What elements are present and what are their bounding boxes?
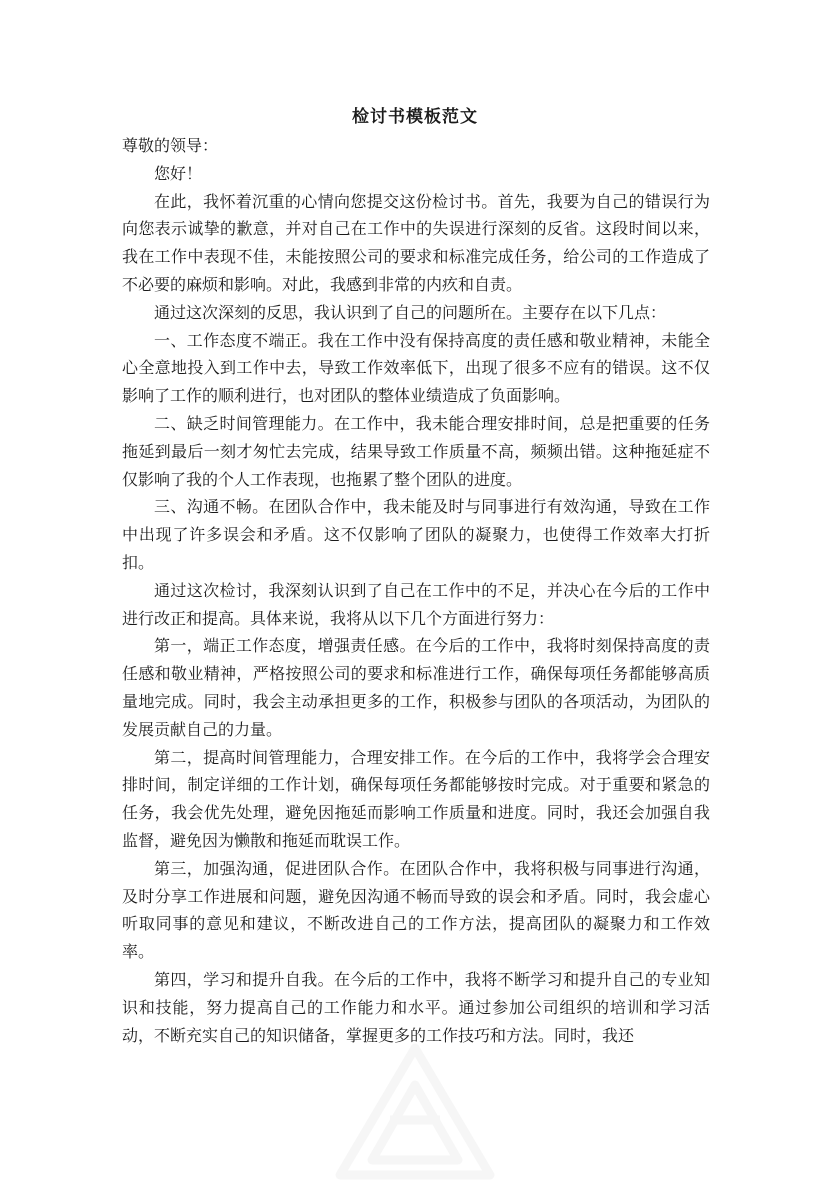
paragraph-plan-2: 第二，提高时间管理能力，合理安排工作。在今后的工作中，我将学会合理安排时间，制定详细的工作计划，确保每项任务都能够按时完成。对于重要和紧急的任务，我会优先处理，避免因拖延而影响工作质量和进度。同时，我还会加强自我监督，避免因为懒散和拖延而耽误工作。	[122, 747, 710, 850]
document-body	[122, 132, 710, 1049]
paragraph-greeting: 您好！	[154, 163, 203, 183]
watermark-logo-icon	[330, 1040, 500, 1190]
paragraph-plan-3: 第三，加强沟通，促进团队合作。在团队合作中，我将积极与同事进行沟通，及时分享工作进展和问题，避免因沟通不畅而导致的误会和矛盾。同时，我会虚心听取同事的意见和建议，不断改进自己的工作方法，提高团队的凝聚力和工作效率。	[122, 858, 710, 962]
document-title: 检讨书模板范文	[352, 107, 478, 127]
paragraph-reflection: 通过这次深刻的反思，我认识到了自己的问题所在。主要存在以下几点：	[154, 302, 667, 322]
salutation: 尊敬的领导：	[122, 136, 219, 155]
paragraph-plan-1: 第一，端正工作态度，增强责任感。在今后的工作中，我将时刻保持高度的责任感和敬业精神，严格按照公司的要求和标准进行工作，确保每项任务都能够高质量地完成。同时，我会主动承担更多的工作，积极参与团队的各项活动，为团队的发展贡献自己的力量。	[122, 636, 710, 739]
paragraph-issue-1: 一、工作态度不端正。我在工作中没有保持高度的责任感和敬业精神，未能全心全意地投入到工作中去，导致工作效率低下，出现了很多不应有的错误。这不仅影响了工作的顺利进行，也对团队的整体业绩造成了负面影响。	[122, 330, 710, 406]
paragraph-plan-4: 第四，学习和提升自我。在今后的工作中，我将不断学习和提升自己的专业知识和技能，努力提高自己的工作能力和水平。通过参加公司组织的培训和学习活动，不断充实自己的知识储备，掌握更多的工作技巧和方法。同时，我还	[122, 969, 710, 1045]
paragraph-issue-2: 二、缺乏时间管理能力。在工作中，我未能合理安排时间，总是把重要的任务拖延到最后一刻才匆忙去完成，结果导致工作质量不高，频频出错。这种拖延症不仅影响了我的个人工作表现，也拖累了整个团队的进度。	[122, 413, 710, 489]
paragraph-resolution: 通过这次检讨，我深刻认识到了自己在工作中的不足，并决心在今后的工作中进行改正和提高。具体来说，我将从以下几个方面进行努力：	[122, 580, 710, 628]
paragraph-intro: 在此，我怀着沉重的心情向您提交这份检讨书。首先，我要为自己的错误行为向您表示诚挚的歉意，并对自己在工作中的失误进行深刻的反省。这段时间以来，我在工作中表现不佳，未能按照公司的要求和标准完成任务，给公司的工作造成了不必要的麻烦和影响。对此，我感到非常的内疚和自责。	[122, 191, 710, 294]
paragraph-issue-3: 三、沟通不畅。在团队合作中，我未能及时与同事进行有效沟通，导致在工作中出现了许多误会和矛盾。这不仅影响了团队的凝聚力，也使得工作效率大打折扣。	[122, 497, 710, 572]
